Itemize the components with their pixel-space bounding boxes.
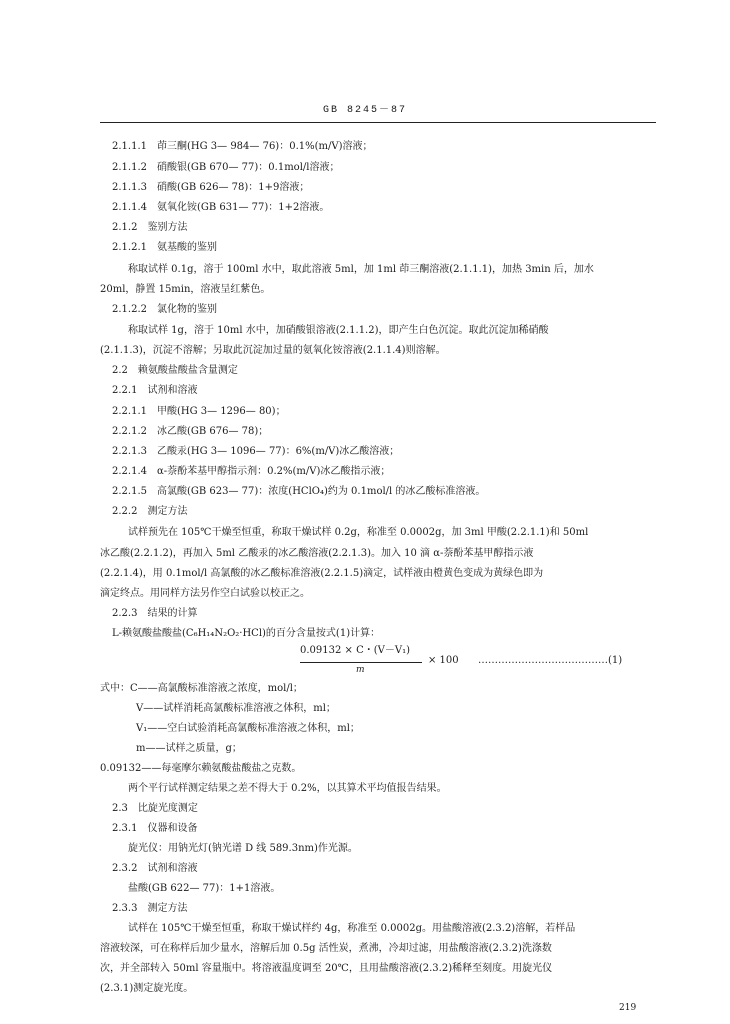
text-line: 2.2.1.3 乙酸汞(HG 3— 1096— 77)：6%(m/V)冰乙酸溶液； xyxy=(112,446,400,457)
text-line: 试样在 105℃干燥至恒重，称取干燥试样约 4g，称准至 0.0002g。用盐酸溶液(2.3.2)溶解，若样品 xyxy=(128,923,576,934)
formula-multiplier: × 100 xyxy=(428,655,459,666)
text-line: 2.1.1.3 硝酸(GB 626— 78)：1+9溶液； xyxy=(112,182,310,193)
text-line: 称取试样 0.1g，溶于 100ml 水中，取此溶液 5ml，加 1ml 茚三酮溶液(2.1.1.1)，加热 3min 后，加水 xyxy=(128,264,594,275)
equation-number: …………………………………(1) xyxy=(478,655,623,666)
text-line: 20ml，静置 15min，溶液呈红紫色。 xyxy=(100,284,271,295)
text-line: L-赖氨酸盐酸盐(C₆H₁₄N₂O₂·HCl)的百分含量按式(1)计算： xyxy=(112,628,381,639)
variable-definition: m——试样之质量，g； xyxy=(136,743,242,754)
text-line: 2.1.1.4 氨氧化铵(GB 631— 77)：1+2溶液。 xyxy=(112,202,330,213)
text-line: 称取试样 1g，溶于 10ml 水中，加硝酸银溶液(2.1.1.2)，即产生白色沉淀。取此沉淀加稀硝酸 xyxy=(128,325,549,336)
section-heading: 2.2 赖氨酸盐酸盐含量测定 xyxy=(112,365,238,376)
text-line: 冰乙酸(2.2.1.2)，再加入 5ml 乙酸汞的冰乙酸溶液(2.2.1.3)。加入 10 滴 α-萘酚苯基甲醇指示液 xyxy=(100,548,534,559)
variable-definition: V——试样消耗高氯酸标准溶液之体积，ml； xyxy=(136,703,336,714)
variable-definition: 式中：C——高氯酸标准溶液之浓度，mol/l； xyxy=(100,683,303,694)
section-heading: 2.3.2 试剂和溶液 xyxy=(112,863,198,874)
section-heading: 2.2.3 结果的计算 xyxy=(112,608,198,619)
text-line: 旋光仪：用钠光灯(钠光谱 D 线 589.3nm)作光源。 xyxy=(128,843,358,854)
text-line: 2.2.1.2 冰乙酸(GB 676— 78)； xyxy=(112,426,269,437)
text-line: (2.2.1.4)，用 0.1mol/l 高氯酸的冰乙酸标准溶液(2.2.1.5)滴定，试样液由橙黄色变成为黄绿色即为 xyxy=(100,568,544,579)
text-line: 2.2.1.5 高氯酸(GB 623— 77)：浓度(HClO₄)约为 0.1mol/l 的冰乙酸标准溶液。 xyxy=(112,486,486,497)
section-heading: 2.1.2.1 氨基酸的鉴别 xyxy=(112,242,217,253)
section-heading: 2.1.2.2 氯化物的鉴别 xyxy=(112,304,217,315)
section-heading: 2.2.2 测定方法 xyxy=(112,506,188,517)
text-line: 溶液较深，可在称样后加少量水，溶解后加 0.5g 活性炭，煮沸，冷却过滤，用盐酸溶液(2.3.2)洗涤数 xyxy=(100,943,552,954)
variable-definition: V₁——空白试验消耗高氯酸标准溶液之体积，ml； xyxy=(136,723,360,734)
text-line: 2.1.1.2 硝酸银(GB 670— 77)：0.1mol/l溶液； xyxy=(112,162,340,173)
text-line: 盐酸(GB 622— 77)：1+1溶液。 xyxy=(128,883,281,894)
text-line: 2.1.1.1 茚三酮(HG 3— 984— 76)：0.1%(m/V)溶液； xyxy=(112,141,373,152)
section-heading: 2.3 比旋光度测定 xyxy=(112,803,198,814)
standard-header: GB 8245－87 xyxy=(322,105,407,116)
text-line: 滴定终点。用同样方法另作空白试验以校正之。 xyxy=(100,588,310,599)
fraction-bar xyxy=(300,662,422,663)
variable-definition: 0.09132——每毫摩尔赖氨酸盐酸盐之克数。 xyxy=(100,763,302,774)
section-heading: 2.2.1 试剂和溶液 xyxy=(112,385,198,396)
text-line: (2.3.1)测定旋光度。 xyxy=(100,983,194,994)
section-heading: 2.3.1 仪器和设备 xyxy=(112,823,198,834)
text-line: 2.2.1.4 α-萘酚苯基甲醇指示剂：0.2%(m/V)冰乙酸指示液； xyxy=(112,466,391,477)
section-heading: 2.3.3 测定方法 xyxy=(112,903,188,914)
header-rule xyxy=(100,122,656,123)
formula xyxy=(300,646,660,676)
section-heading: 2.1.2 鉴别方法 xyxy=(112,222,188,233)
formula-numerator: 0.09132 × C・(V－V₁) xyxy=(300,645,410,656)
text-line: 2.2.1.1 甲酸(HG 3— 1296— 80)； xyxy=(112,406,286,417)
page-number: 219 xyxy=(619,1003,637,1013)
text-line: 试样预先在 105℃干燥至恒重，称取干燥试样 0.2g，称准至 0.0002g，加 3ml 甲酸(2.2.1.1)和 50ml xyxy=(128,527,589,538)
text-line: 次，并全部转入 50ml 容量瓶中。将溶液温度调至 20℃，且用盐酸溶液(2.3.2)稀释至刻度。用旋光仪 xyxy=(100,963,553,974)
formula-denominator: m xyxy=(356,665,365,675)
text-line: (2.1.1.3)，沉淀不溶解；另取此沉淀加过量的氨氧化铵溶液(2.1.1.4)则溶解。 xyxy=(100,345,446,356)
text-line: 两个平行试样测定结果之差不得大于 0.2%，以其算术平均值报告结果。 xyxy=(128,783,447,794)
